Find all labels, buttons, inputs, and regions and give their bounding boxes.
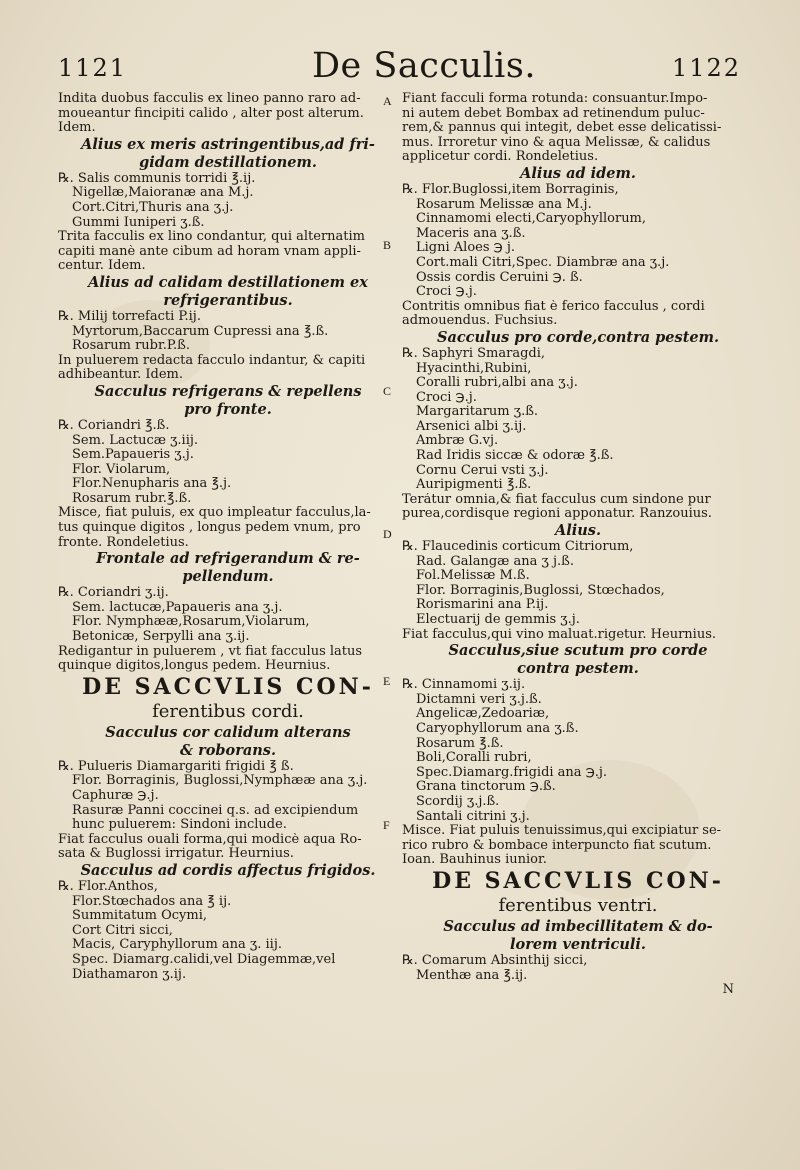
left-line-text: Fiat facculus ouali forma,qui modicè aqua Ro- <box>58 832 362 847</box>
left-line-heading: pro fronte. <box>184 400 272 418</box>
left-line-heading: pellendum. <box>182 568 274 586</box>
right-column <box>402 92 754 998</box>
left-line-heading: Frontale ad refrigerandum & re- <box>96 550 360 568</box>
left-line-heading: Sacculus ad cordis affectus frigidos. <box>80 861 376 879</box>
page-header <box>0 46 800 90</box>
right-line-indent: Spec.Diamarg.frigidi ana ℈.j. <box>416 765 608 780</box>
left-line-heading: Alius ex meris astringentibus,ad fri- <box>81 135 375 153</box>
right-line-indent: Coralli rubri,albi ana ʒ.j. <box>416 376 578 391</box>
right-line-sub: ferentibus ventri. <box>498 894 658 916</box>
right-line-indent: Grana tinctorum ℈.ß. <box>416 780 556 795</box>
left-line-heading: Sacculus cor calidum alterans <box>105 723 351 741</box>
left-line-indent: Sem.Papaueris ʒ.j. <box>72 448 194 463</box>
right-line-indent: Cinnamomi electi,Caryophyllorum, <box>416 212 647 227</box>
right-line-indent: Ossis cordis Ceruini ℈. ß. <box>416 270 583 285</box>
left-line-text: fronte. Rondeletius. <box>58 535 189 550</box>
left-line-indent: Flor.Nenupharis ana ℥.j. <box>72 477 232 492</box>
left-line-indent: Summitatum Ocymi, <box>72 909 208 924</box>
right-line-heading: Sacculus ad imbecillitatem & do- <box>443 917 713 935</box>
right-line-indent: Boli,Coralli rubri, <box>416 751 532 766</box>
margin-marker-e: E <box>383 674 391 688</box>
left-line-heading: gidam destillationem. <box>139 153 317 171</box>
right-line-indent: Electuarij de gemmis ʒ.j. <box>416 613 580 627</box>
right-line-text: ℞. Flaucedinis corticum Citriorum, <box>402 540 634 555</box>
left-line-text: Idem. <box>58 121 96 136</box>
right-line-text: applicetur cordi. Rondeletius. <box>402 150 599 165</box>
right-line-text: Fiat facculus,qui vino maluat.rigetur. Heurnius. <box>402 627 717 642</box>
left-line-indent: Flor. Violarum, <box>72 462 171 477</box>
left-line-heading: refrigerantibus. <box>163 291 293 309</box>
right-line-heading: lorem ventriculi. <box>510 935 646 953</box>
right-line-sig: N <box>722 983 734 998</box>
right-line-text: Terátur omnia,& fiat facculus cum sindone pur <box>402 492 711 507</box>
right-line-indent: Angelicæ,Zedoariæ, <box>416 707 550 722</box>
left-line-text: adhibeantur. Idem. <box>58 368 183 383</box>
left-line-indent: Flor. Borraginis, Buglossi,Nymphææ ana ʒ.j. <box>72 774 368 789</box>
right-line-heading: Alius. <box>554 522 602 540</box>
running-title: De Sacculis. <box>312 46 536 86</box>
right-line-text: admouendus. Fuchsius. <box>402 314 558 329</box>
left-line-text: tus quinque digitos , longus pedem vnum, pro <box>58 521 361 536</box>
left-line-indent: Cort.Citri,Thuris ana ʒ.j. <box>72 200 234 215</box>
left-line-text: ℞. Coriandri ℥.ß. <box>58 418 170 433</box>
left-line-heading: Sacculus refrigerans & repellens <box>94 382 362 400</box>
right-line-indent: Ligni Aloes ℈ j. <box>416 241 516 256</box>
right-line-text: ℞. Saphyri Smaragdi, <box>402 346 545 361</box>
left-line-sub: ferentibus cordi. <box>152 700 304 722</box>
right-line-indent: Rosarum Melissæ ana M.j. <box>416 197 592 212</box>
right-line-text: ℞. Cinnamomi ʒ.ij. <box>402 678 526 693</box>
right-line-text: rem,& pannus qui integit, debet esse delicatissi- <box>402 121 722 136</box>
right-line-heading: Sacculus,siue scutum pro corde <box>448 642 708 660</box>
margin-marker-c: C <box>383 384 392 398</box>
left-line-text: sata & Buglossi irrigatur. Heurnius. <box>58 847 294 862</box>
right-line-text: mus. Irroretur vino & aqua Melissæ, & calidus <box>402 135 711 150</box>
right-line-indent: Cort.mali Citri,Spec. Diambræ ana ʒ.j. <box>416 255 670 270</box>
left-line-text: Redigantur in puluerem , vt fiat facculus latus <box>58 644 363 659</box>
right-line-heading: Alius ad idem. <box>520 164 636 182</box>
left-line-indent: Rosarum rubr.P.ß. <box>72 339 190 354</box>
left-line-indent: Gummi Iuniperi ʒ.ß. <box>72 215 205 230</box>
left-line-text: In puluerem redacta facculo indantur, & capiti <box>58 353 366 368</box>
left-page-number: 1121 <box>58 54 128 82</box>
right-line-text: ℞. Flor.Buglossi,item Borraginis, <box>402 182 619 197</box>
right-line-indent: Fol.Melissæ M.ß. <box>416 569 530 584</box>
right-line-indent: Rad Iridis siccæ & odoræ ℥.ß. <box>416 449 614 464</box>
right-line-text: ni autem debet Bombax ad retinendum puluc- <box>402 106 705 121</box>
left-line-indent: Flor. Nymphææ,Rosarum,Violarum, <box>72 615 310 630</box>
right-line-text: Contritis omnibus fiat è ferico facculus , cordi <box>402 299 705 314</box>
left-line-indent: Myrtorum,Baccarum Cupressi ana ℥.ß. <box>72 324 329 339</box>
left-line-text: Trita facculis ex lino condantur, qui alternatim <box>58 230 365 245</box>
left-line-indent: Betonicæ, Serpylli ana ʒ.ij. <box>72 630 250 645</box>
left-line-heading: & roborans. <box>179 741 277 759</box>
left-line-indent: Sem. Lactucæ ʒ.iij. <box>72 433 199 448</box>
right-line-indent: Hyacinthi,Rubini, <box>416 361 532 376</box>
margin-marker-f: F <box>383 818 390 832</box>
left-line-indent: Macis, Caryphyllorum ana ʒ. iij. <box>72 938 283 953</box>
right-line-indent: Dictamni veri ʒ.j.ß. <box>416 692 542 707</box>
left-line-text: centur. Idem. <box>58 259 146 274</box>
left-line-heading: Alius ad calidam destillationem ex <box>88 273 368 291</box>
right-line-indent: Maceris ana ʒ.ß. <box>416 226 526 241</box>
left-line-text: ℞. Pulueris Diamargariti frigidi ℥ ß. <box>58 759 294 774</box>
left-line-indent: Diathamaron ʒ.ij. <box>72 967 187 982</box>
right-line-indent: Cornu Cerui vsti ʒ.j. <box>416 463 549 478</box>
right-line-indent: Croci ℈.j. <box>416 285 477 300</box>
left-line-text: moueantur fincipiti calido , alter post alterum. <box>58 106 364 121</box>
right-line-section: DE SACCVLIS CON- <box>432 867 724 894</box>
left-line-text: ℞. Milij torrefacti P.ij. <box>58 309 201 324</box>
right-line-text: ℞. Comarum Absinthij sicci, <box>402 953 588 968</box>
right-line-indent: Menthæ ana ℥.ij. <box>416 968 528 983</box>
left-line-text: Misce, fiat puluis, ex quo impleatur facculus,la- <box>58 506 371 521</box>
right-line-indent: Auripigmenti ℥.ß. <box>416 478 532 493</box>
right-line-indent: Scordij ʒ.j.ß. <box>416 794 500 809</box>
left-line-text: ℞. Flor.Anthos, <box>58 879 158 894</box>
right-line-indent: Ambræ G.vj. <box>416 434 499 449</box>
right-line-indent: Caryophyllorum ana ʒ.ß. <box>416 721 579 736</box>
left-line-indent: Rosarum rubr.℥.ß. <box>72 491 192 506</box>
left-line-text: Indita duobus facculis ex lineo panno raro ad- <box>58 92 361 106</box>
right-line-text: rico rubro & bombace interpuncto fiat scutum. <box>402 838 712 853</box>
right-line-indent: Margaritarum ʒ.ß. <box>416 405 539 420</box>
left-line-section: DE SACCVLIS CON- <box>82 673 374 700</box>
left-line-indent: Caphuræ ℈.j. <box>72 789 159 803</box>
left-line-indent: Spec. Diamarg.calidi,vel Diagemmæ,vel <box>72 952 336 967</box>
right-line-text: Misce. Fiat puluis tenuissimus,qui excipiatur se- <box>402 824 722 839</box>
left-line-indent: hunc puluerem: Sindoni include. <box>72 818 287 833</box>
left-line-indent: Nigellæ,Maioranæ ana M.j. <box>72 186 254 201</box>
right-line-indent: Flor. Borraginis,Buglossi, Stœchados, <box>416 583 665 598</box>
right-line-indent: Croci ℈.j. <box>416 390 477 405</box>
right-line-heading: contra pestem. <box>517 660 639 678</box>
left-line-indent: Sem. lactucæ,Papaueris ana ʒ.j. <box>72 600 283 615</box>
right-line-text: purea,cordisque regioni apponatur. Ranzouius. <box>402 507 712 522</box>
right-line-indent: Rosarum ℥.ß. <box>416 736 504 751</box>
left-line-text: quinque digitos,longus pedem. Heurnius. <box>58 659 331 674</box>
left-line-indent: Rasuræ Panni coccinei q.s. ad excipiendum <box>72 803 359 818</box>
margin-marker-a: A <box>383 94 392 108</box>
left-line-indent: Flor.Stœchados ana ℥ ij. <box>72 894 232 909</box>
left-line-text: ℞. Coriandri ʒ.ij. <box>58 586 169 601</box>
right-line-text: Ioan. Bauhinus iunior. <box>402 853 547 868</box>
right-line-indent: Rorismarini ana P.ij. <box>416 598 549 613</box>
left-line-indent: Cort Citri sicci, <box>72 923 173 938</box>
left-line-text: ℞. Salis communis torridi ℥.ij. <box>58 171 256 186</box>
right-page-number: 1122 <box>672 54 742 82</box>
margin-marker-b: B <box>383 238 392 252</box>
right-line-indent: Rad. Galangæ ana ʒ j.ß. <box>416 554 574 569</box>
left-column <box>58 92 398 982</box>
right-line-heading: Sacculus pro corde,contra pestem. <box>436 328 720 346</box>
right-line-indent: Santali citrini ʒ.j. <box>416 809 530 824</box>
margin-marker-d: D <box>383 527 392 541</box>
right-line-indent: Arsenici albi ʒ.ij. <box>416 419 527 434</box>
left-line-text: capiti manè ante cibum ad horam vnam appli- <box>58 244 361 259</box>
right-line-text: Fiant facculi forma rotunda: consuantur.Impo- <box>402 92 708 106</box>
